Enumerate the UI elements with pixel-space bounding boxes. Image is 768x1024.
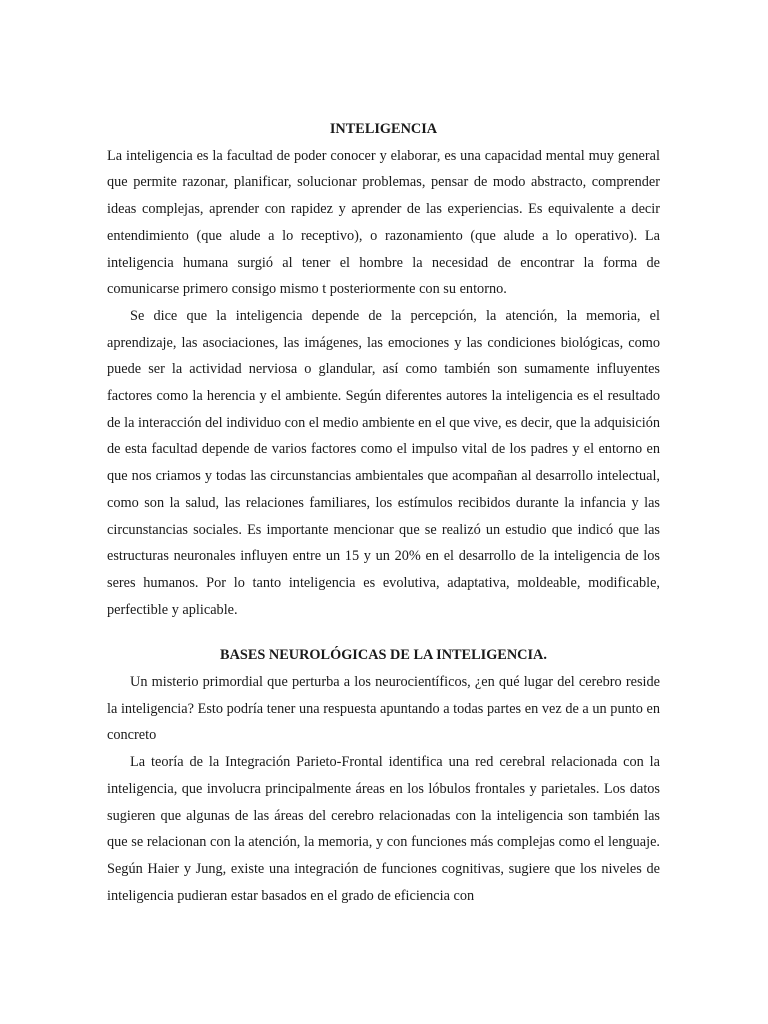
- document-page: [107, 116, 660, 909]
- section-title-inteligencia: INTELIGENCIA: [329, 121, 438, 137]
- paragraph-teoria: La teoría de la Integración Parieto-Frontal identifica una red cerebral relacionada con la inteligencia, que involucra principalmente áreas en los lóbulos frontales y parietales. Los datos sugieren que algunas de las áreas del cerebro relacionadas con la inteligencia son también las que se relacionan con la atención, la memoria, y con funciones más complejas como el lenguaje. Según Haier y Jung, existe una integración de funciones cognitivas, sugiere que los niveles de inteligencia pudieran estar basados en el grado de eficiencia con: [107, 754, 660, 904]
- section-title-bases-neurologicas: BASES NEUROLÓGICAS DE LA INTELIGENCIA.: [220, 647, 547, 664]
- paragraph-factors: Se dice que la inteligencia depende de la percepción, la atención, la memoria, el aprendizaje, las asociaciones, las imágenes, las emociones y las condiciones biológicas, como puede ser la actividad nerviosa o glandular, así como también son sumamente influyentes factores como la herencia y el ambiente. Según diferentes autores la inteligencia es el resultado de la interacción del individuo con el medio ambiente en el que vive, es decir, que la adquisición de esta facultad depende de varios factores como el impulso vital de los padres y el entorno en que nos criamos y todas las circunstancias ambientales que acompañan al desarrollo intelectual, como son la salud, las relaciones familiares, los estímulos recibidos durante la infancia y las circunstancias sociales. Es importante mencionar que se realizó un estudio que indicó que las estructuras neuronales influyen entre un 15 y un 20% en el desarrollo de la inteligencia de los seres humanos. Por lo tanto inteligencia es evolutiva, adaptativa, moldeable, modificable, perfectible y aplicable.: [107, 307, 660, 618]
- paragraph-definition: La inteligencia es la facultad de poder conocer y elaborar, es una capacidad mental muy general que permite razonar, planificar, solucionar problemas, pensar de modo abstracto, comprender ideas complejas, aprender con rapidez y aprender de las experiencias. Es equivalente a decir entendimiento (que alude a lo receptivo), o razonamiento (que alude a lo operativo). La inteligencia humana surgió al tener el hombre la necesidad de encontrar la forma de comunicarse primero consigo mismo t posteriormente con su entorno.: [107, 147, 660, 298]
- paragraph-misterio: Un misterio primordial que perturba a los neurocientíficos, ¿en qué lugar del cerebro reside la inteligencia? Esto podría tener una respuesta apuntando a todas partes en vez de a un punto en concreto: [107, 674, 660, 744]
